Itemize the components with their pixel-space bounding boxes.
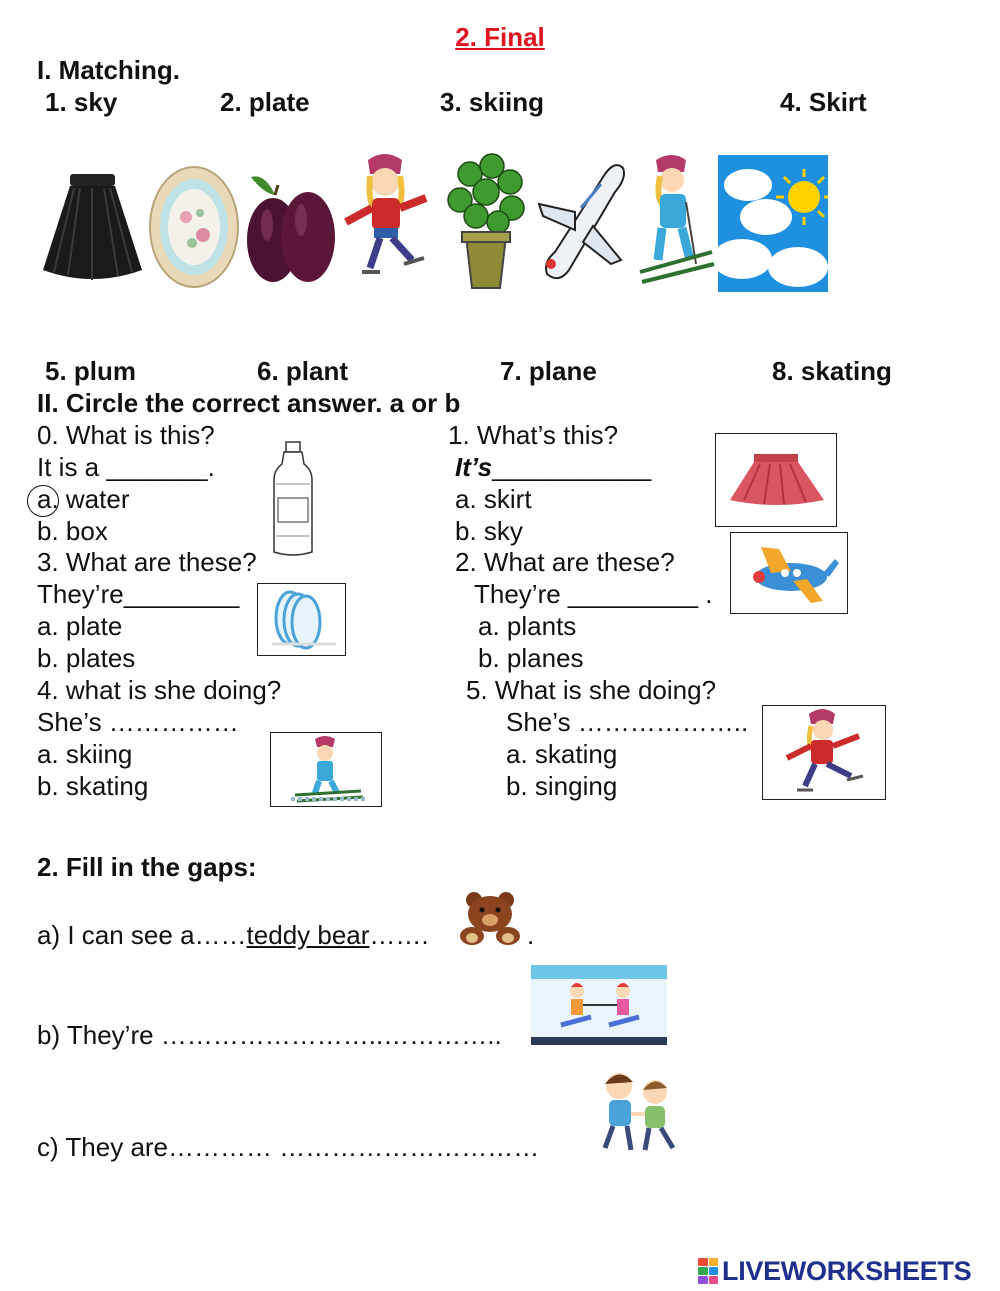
q1-question: 1. What’s this? xyxy=(448,420,619,450)
gap-a-sentence xyxy=(37,920,429,950)
q1-option-b[interactable]: b. sky xyxy=(455,516,523,546)
q3-option-a[interactable]: a. plate xyxy=(37,611,123,641)
q4-stem[interactable]: She’s …………… xyxy=(37,707,239,737)
match-word-4: 4. Skirt xyxy=(780,87,867,117)
match-word-2: 2. plate xyxy=(220,87,310,117)
skating-picture xyxy=(762,705,886,800)
circle-heading: II. Circle the correct answer. a or b xyxy=(37,388,461,418)
plum-picture xyxy=(245,165,337,290)
skiing-picture xyxy=(270,732,382,807)
q5-question: 5. What is she doing? xyxy=(466,675,717,705)
q1-stem xyxy=(455,452,651,482)
teddy-bear-picture xyxy=(452,890,528,948)
match-word-7: 7. plane xyxy=(500,356,597,386)
snowboarders-picture xyxy=(531,965,667,1045)
gap-a-answer[interactable]: teddy bear xyxy=(246,920,370,950)
q2-option-a[interactable]: a. plants xyxy=(478,611,577,641)
q0-option-b[interactable]: b. box xyxy=(37,516,108,546)
q1-option-a[interactable]: a. skirt xyxy=(455,484,532,514)
match-word-6: 6. plant xyxy=(257,356,349,386)
toy-plane-picture xyxy=(730,532,848,614)
gap-a-end: . xyxy=(527,920,535,950)
matching-heading: I. Matching. xyxy=(37,55,180,85)
match-word-1: 1. sky xyxy=(45,87,118,117)
q0-question: 0. What is this? xyxy=(37,420,215,450)
q5-option-b[interactable]: b. singing xyxy=(506,771,618,801)
q2-stem[interactable]: They’re _________ . xyxy=(474,579,713,609)
match-word-5: 5. plum xyxy=(45,356,137,386)
skating-girl-picture xyxy=(340,150,432,290)
gap-c-sentence[interactable]: c) They are………… ………………………… xyxy=(37,1132,540,1162)
liveworksheets-logo xyxy=(698,1256,971,1286)
q3-option-b[interactable]: b. plates xyxy=(37,643,136,673)
match-word-3: 3. skiing xyxy=(440,87,545,117)
sky-picture xyxy=(718,155,828,292)
q4-option-b[interactable]: b. skating xyxy=(37,771,149,801)
q0-stem: It is a _______. xyxy=(37,452,215,482)
plates-picture xyxy=(257,583,346,656)
plant-picture xyxy=(440,152,532,292)
q5-stem[interactable]: She’s ……………….. xyxy=(506,707,749,737)
q0-option-a[interactable]: a. water xyxy=(37,484,130,514)
gap-b-sentence[interactable]: b) They’re ……………………..………….. xyxy=(37,1020,502,1050)
q2-option-b[interactable]: b. planes xyxy=(478,643,584,673)
q4-option-a[interactable]: a. skiing xyxy=(37,739,133,769)
children-walking-picture xyxy=(585,1068,685,1156)
red-skirt-picture xyxy=(715,433,837,527)
q3-stem[interactable]: They’re________ xyxy=(37,579,240,609)
q1-stem-blank[interactable]: ___________ xyxy=(492,452,652,482)
skiing-girl-picture xyxy=(632,152,717,292)
skirt-picture xyxy=(40,170,145,290)
q5-option-a[interactable]: a. skating xyxy=(506,739,618,769)
gap-a-prefix: a) I can see a…… xyxy=(37,920,247,950)
logo-icon xyxy=(698,1258,718,1284)
plane-picture xyxy=(535,152,630,292)
q4-question: 4. what is she doing? xyxy=(37,675,282,705)
plate-picture xyxy=(148,165,240,290)
worksheet-title: 2. Final xyxy=(455,22,545,52)
match-word-8: 8. skating xyxy=(772,356,892,386)
q2-question: 2. What are these? xyxy=(455,547,675,577)
q1-stem-lead: It’s xyxy=(455,452,493,482)
logo-text: LIVEWORKSHEETS xyxy=(722,1255,972,1286)
gap-a-suffix: ……. xyxy=(369,920,429,950)
fill-gaps-heading: 2. Fill in the gaps: xyxy=(37,852,257,882)
water-bottle-picture xyxy=(272,440,314,558)
q3-question: 3. What are these? xyxy=(37,547,257,577)
